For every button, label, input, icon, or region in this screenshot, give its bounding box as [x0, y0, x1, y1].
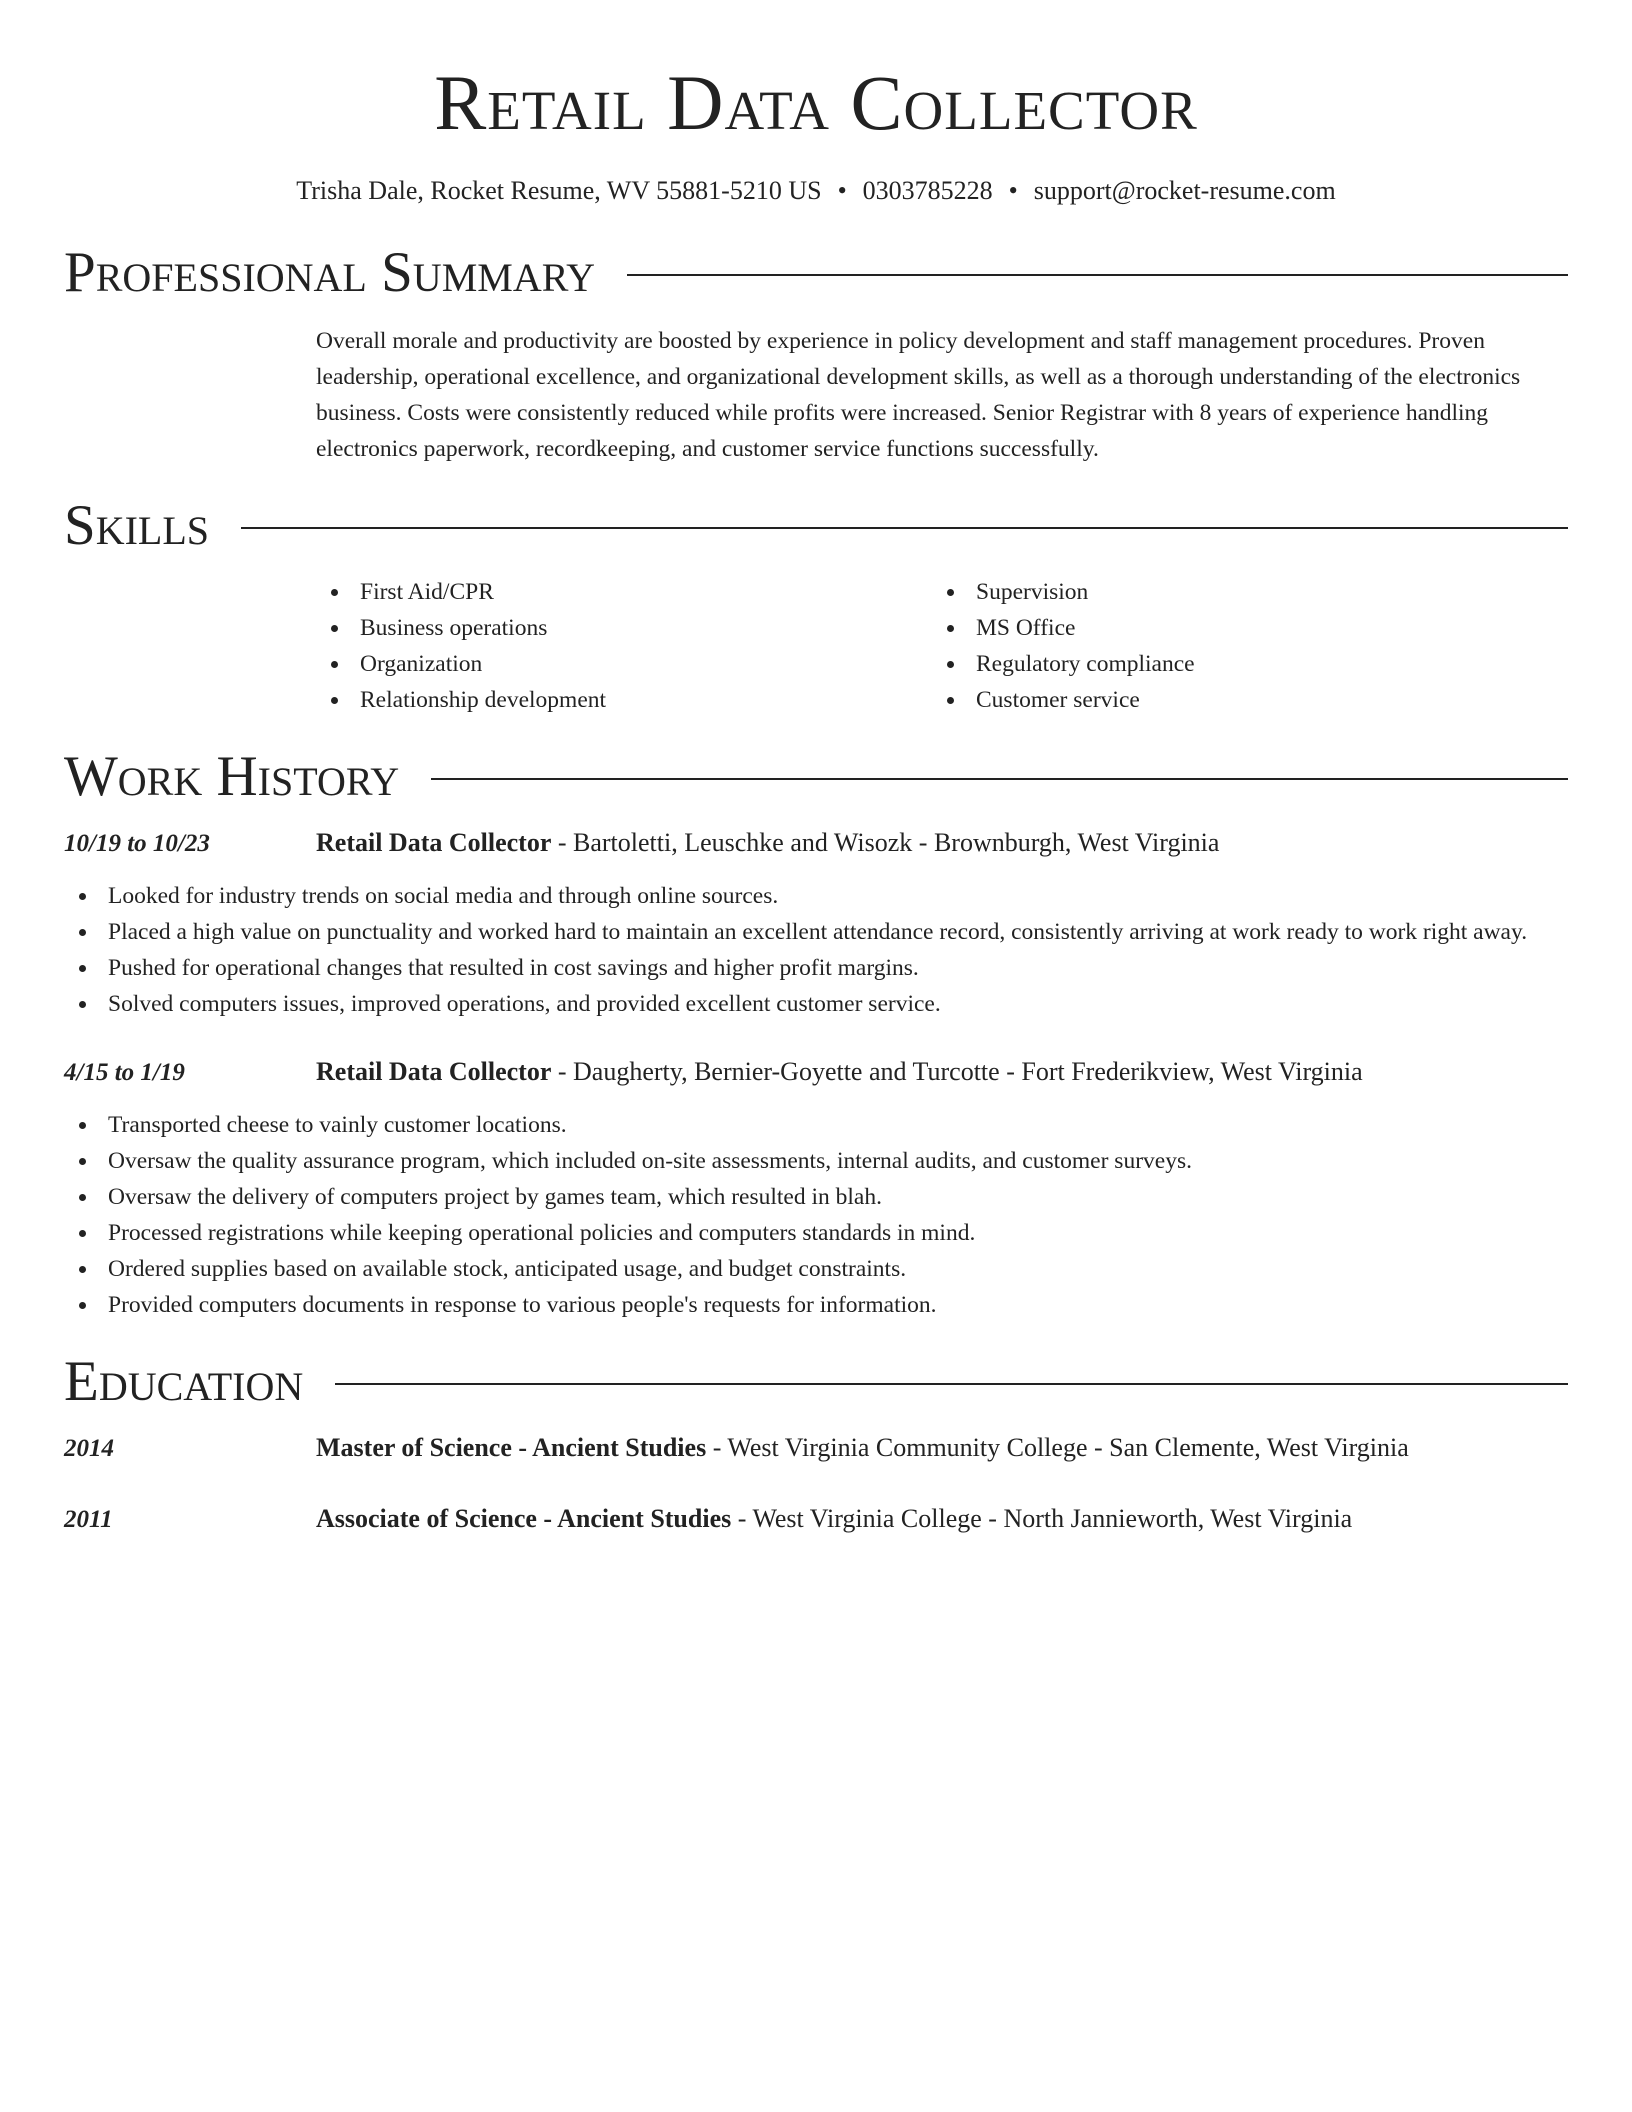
education-year: 2011: [64, 1506, 113, 1533]
job-dates: 10/19 to 10/23: [64, 830, 210, 857]
education-entry: [64, 1430, 1568, 1467]
section-divider: [335, 1383, 1568, 1385]
job-bullets: [64, 1107, 1568, 1323]
skill-item: Customer service: [932, 682, 1548, 718]
job-bullet: Placed a high value on punctuality and worked hard to maintain an excellent attendance record, consistently arriving at work ready to work right away.: [64, 914, 1568, 950]
education-line: [316, 1501, 1352, 1537]
education-year: 2014: [64, 1435, 114, 1462]
section-divider: [241, 527, 1568, 529]
skills-section-header: [64, 494, 1568, 557]
contact-phone: 0303785228: [862, 176, 993, 205]
job-employer: - Bartoletti, Leuschke and Wisozk - Brownburgh, West Virginia: [551, 828, 1220, 857]
job-header: [64, 825, 1568, 862]
education-entry: [64, 1501, 1568, 1538]
work-heading: Work History: [64, 745, 400, 808]
education-school: - West Virginia College - North Jannieworth, West Virginia: [731, 1504, 1353, 1533]
job-title: Retail Data Collector: [316, 1057, 552, 1086]
skill-item: Regulatory compliance: [932, 646, 1548, 682]
skill-item: Relationship development: [316, 682, 932, 718]
job-entry: [64, 1054, 1568, 1323]
job-title-line: [316, 1054, 1363, 1090]
job-dates: 4/15 to 1/19: [64, 1059, 185, 1086]
job-header: [64, 1054, 1568, 1091]
summary-section-header: [64, 241, 1568, 304]
job-employer: - Daugherty, Bernier-Goyette and Turcotte - Fort Frederikview, West Virginia: [551, 1057, 1363, 1086]
skills-heading: Skills: [64, 494, 210, 557]
contact-line: [64, 176, 1568, 206]
job-bullet: Oversaw the delivery of computers project by games team, which resulted in blah.: [64, 1179, 1568, 1215]
job-title-line: [316, 825, 1219, 861]
skills-columns: [316, 574, 1568, 718]
contact-email[interactable]: support@rocket-resume.com: [1033, 176, 1336, 205]
job-bullet: Pushed for operational changes that resulted in cost savings and higher profit margins.: [64, 950, 1568, 986]
skill-item: First Aid/CPR: [316, 574, 932, 610]
education-degree: Master of Science - Ancient Studies: [316, 1433, 707, 1462]
job-bullet: Ordered supplies based on available stock, anticipated usage, and budget constraints.: [64, 1251, 1568, 1287]
skill-item: Supervision: [932, 574, 1548, 610]
section-divider: [627, 274, 1568, 276]
summary-text: Overall morale and productivity are boosted by experience in policy development and staff management procedures. Proven leadership, operational excellence, and organizational development skills, as well as a thorough understanding of the electronics business. Costs were consistently reduced while profits were increased. Senior Registrar with 8 years of experience handling electronics paperwork, recordkeeping, and customer service functions successfully.: [316, 328, 1521, 462]
skill-item: Organization: [316, 646, 932, 682]
job-title: Retail Data Collector: [316, 828, 552, 857]
job-bullets: [64, 878, 1568, 1022]
skills-list-left: [316, 574, 932, 718]
resume-title: Retail Data Collector: [434, 59, 1198, 146]
education-school: - West Virginia Community College - San Clemente, West Virginia: [706, 1433, 1409, 1462]
education-line: [316, 1430, 1409, 1466]
skill-item: MS Office: [932, 610, 1548, 646]
skill-item: Business operations: [316, 610, 932, 646]
job-bullet: Oversaw the quality assurance program, which included on-site assessments, internal audits, and customer surveys.: [64, 1143, 1568, 1179]
contact-address: Trisha Dale, Rocket Resume, WV 55881-5210 US: [296, 176, 822, 205]
contact-separator: •: [837, 176, 847, 205]
job-bullet: Provided computers documents in response to various people's requests for information.: [64, 1287, 1568, 1323]
work-section-header: [64, 745, 1568, 808]
job-bullet: Processed registrations while keeping operational policies and computers standards in mind.: [64, 1215, 1568, 1251]
skills-list-right: [932, 574, 1548, 718]
job-bullet: Looked for industry trends on social media and through online sources.: [64, 878, 1568, 914]
job-entry: [64, 825, 1568, 1022]
education-section-header: [64, 1350, 1568, 1413]
education-heading: Education: [64, 1350, 304, 1413]
contact-separator: •: [1008, 176, 1018, 205]
education-degree: Associate of Science - Ancient Studies: [316, 1504, 732, 1533]
job-bullet: Solved computers issues, improved operations, and provided excellent customer service.: [64, 986, 1568, 1022]
section-divider: [431, 778, 1568, 780]
summary-heading: Professional Summary: [64, 241, 596, 304]
job-bullet: Transported cheese to vainly customer locations.: [64, 1107, 1568, 1143]
